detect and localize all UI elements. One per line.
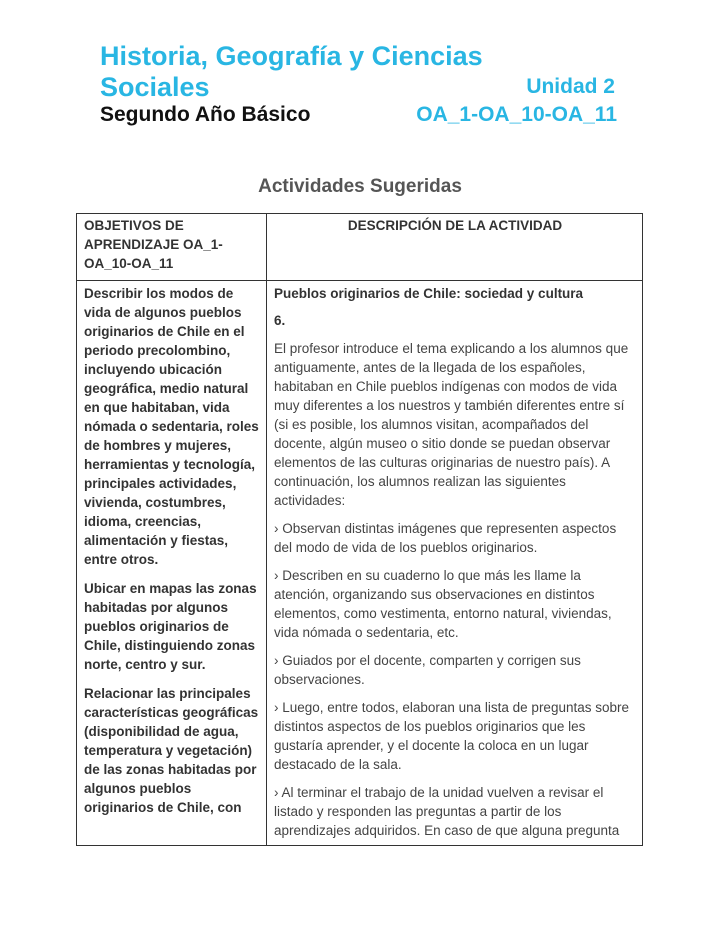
grade-label: Segundo Año Básico xyxy=(100,103,311,126)
activity-step: › Observan distintas imágenes que representen aspectos del modo de vida de los pueblos originarios. xyxy=(274,521,617,555)
title-row-2 xyxy=(100,72,617,102)
table-header-row xyxy=(77,214,642,281)
activity-title: Pueblos originarios de Chile: sociedad y cultura xyxy=(274,286,584,301)
description-cell xyxy=(267,281,642,846)
activity-step: › Al terminar el trabajo de la unidad vuelven a revisar el listado y responden las preguntas a partir de los aprendizajes adquiridos. En caso de que alguna pregunta xyxy=(274,785,620,838)
activity-step: › Luego, entre todos, elaboran una lista de preguntas sobre distintos aspectos de los pueblos originarios que les gustaría aprender, y el docente la coloca en un lugar destacado de la sala. xyxy=(274,700,629,772)
table-row xyxy=(77,281,642,846)
activity-number: 6. xyxy=(274,313,286,328)
objective-item: Relacionar las principales características geográficas (disponibilidad de agua, temperatura y vegetación) de las zonas habitadas por algunos pueblos originarios de Chile, con xyxy=(84,686,259,815)
objective-item: Ubicar en mapas las zonas habitadas por algunos pueblos originarios de Chile, distinguiendo zonas norte, centro y sur. xyxy=(84,581,257,672)
document-header xyxy=(100,40,617,128)
unit-label: Unidad 2 xyxy=(526,75,615,98)
activity-intro: El profesor introduce el tema explicando a los alumnos que antiguamente, antes de la llegada de los españoles, habitaban en Chile pueblos indígenas con modos de vida muy diferentes a los nuestros y también diferentes entre sí (si es posible, los alumnos visitan, acompañados del docente, algún museo o sitio donde se puedan observar elementos de las culturas originarias de nuestro país). A continuación, los alumnos realizan las siguientes actividades: xyxy=(274,341,629,508)
column-header-description: DESCRIPCIÓN DE LA ACTIVIDAD xyxy=(347,218,563,233)
subject-title-line2: Sociales xyxy=(100,72,210,102)
subject-title-line1: Historia, Geografía y Ciencias xyxy=(100,41,483,71)
title-row-3 xyxy=(100,102,617,128)
activities-table xyxy=(76,213,643,846)
activity-step: › Guiados por el docente, comparten y corrigen sus observaciones. xyxy=(274,653,581,687)
section-title: Actividades Sugeridas xyxy=(258,176,462,197)
objectives-cell xyxy=(77,281,267,846)
oa-codes-label: OA_1-OA_10-OA_11 xyxy=(416,103,617,126)
column-header-objectives: OBJETIVOS DE APRENDIZAJE OA_1-OA_10-OA_11 xyxy=(77,214,267,280)
activity-step: › Describen en su cuaderno lo que más les llame la atención, organizando sus observaciones en distintos elementos, como vestimenta, entorno natural, viviendas, vida nómada o sedentaria, etc. xyxy=(274,568,612,640)
objective-item: Describir los modos de vida de algunos pueblos originarios de Chile en el periodo precolombino, incluyendo ubicación geográfica, medio natural en que habitaban, vida nómada o sedentaria, roles de hombres y mujeres, herramientas y tecnología, principales actividades, vivienda, costumbres, idioma, creencias, alimentación y fiestas, entre otros. xyxy=(84,286,259,567)
